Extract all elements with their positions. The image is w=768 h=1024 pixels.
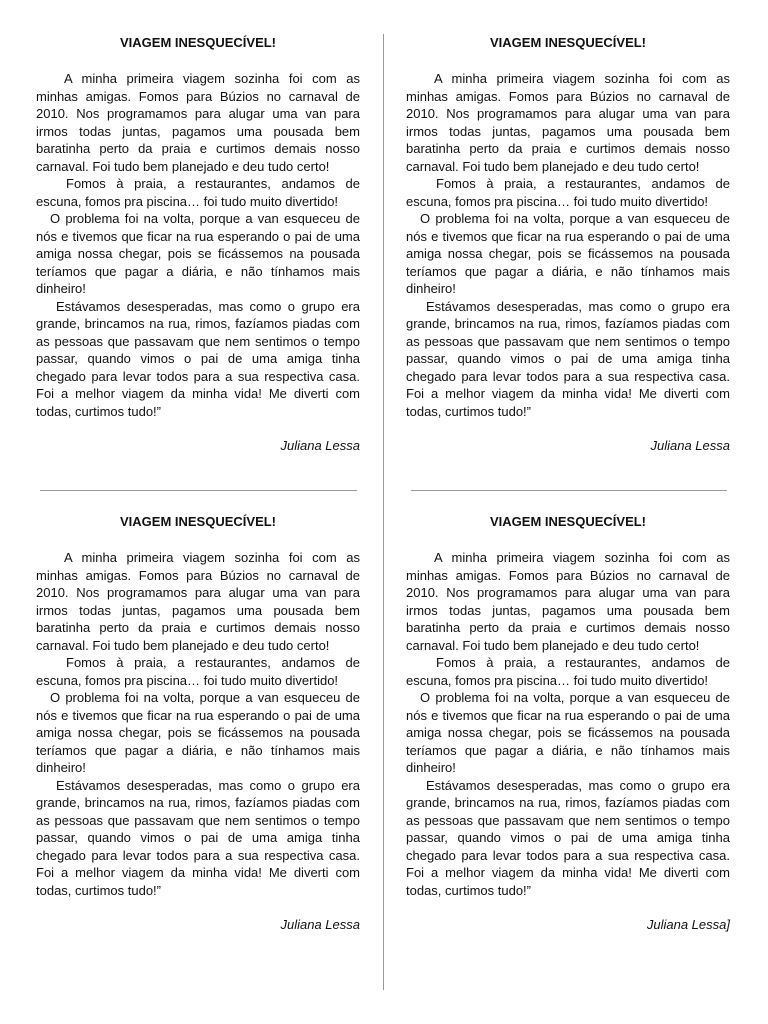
story-paragraph-4: Estávamos desesperadas, mas como o grupo era grande, brincamos na rua, rimos, fazíamos piadas com as pessoas que passavam que nem sentimos o tempo passar, quando vimos o pai de uma amiga tinha chegado para levar todos para a sua respectiva casa. Foi a melhor viagem da minha vida! Me diverti com todas, curtimos tudo!” xyxy=(36,777,360,898)
story-paragraph-1: A minha primeira viagem sozinha foi com as minhas amigas. Fomos para Búzios no carnaval de 2010. Nos programamos para alugar uma van para irmos todas juntas, pagamos uma pousada bem baratinha perto da praia e curtimos demais nosso carnaval. Foi tudo bem planejado e deu tudo certo! xyxy=(406,550,730,653)
story-title: VIAGEM INESQUECÍVEL! xyxy=(119,35,277,50)
story-paragraph-3: O problema foi na volta, porque a van esqueceu de nós e tivemos que ficar na rua esperando o pai de uma amiga nossa chegar, pois se ficássemos na pousada teríamos que pagar a diária, e não tínhamos mais dinheiro! xyxy=(406,690,730,775)
story-paragraph-3: O problema foi na volta, porque a van esqueceu de nós e tivemos que ficar na rua esperando o pai de uma amiga nossa chegar, pois se ficássemos na pousada teríamos que pagar a diária, e não tínhamos mais dinheiro! xyxy=(36,690,360,775)
story-body xyxy=(36,549,360,899)
story-author: Juliana Lessa xyxy=(650,438,730,453)
vertical-cut-line xyxy=(383,34,384,990)
story-card-bottom-right xyxy=(406,513,730,934)
story-title: VIAGEM INESQUECÍVEL! xyxy=(489,35,647,50)
story-paragraph-3: O problema foi na volta, porque a van esqueceu de nós e tivemos que ficar na rua esperando o pai de uma amiga nossa chegar, pois se ficássemos na pousada teríamos que pagar a diária, e não tínhamos mais dinheiro! xyxy=(36,211,360,296)
story-author: Juliana Lessa xyxy=(280,438,360,453)
story-title: VIAGEM INESQUECÍVEL! xyxy=(119,514,277,529)
story-paragraph-4: Estávamos desesperadas, mas como o grupo era grande, brincamos na rua, rimos, fazíamos piadas com as pessoas que passavam que nem sentimos o tempo passar, quando vimos o pai de uma amiga tinha chegado para levar todos para a sua respectiva casa. Foi a melhor viagem da minha vida! Me diverti com todas, curtimos tudo!” xyxy=(36,298,360,419)
story-paragraph-2: Fomos à praia, a restaurantes, andamos de escuna, fomos pra piscina… foi tudo muito divertido! xyxy=(36,655,360,688)
story-paragraph-1: A minha primeira viagem sozinha foi com as minhas amigas. Fomos para Búzios no carnaval de 2010. Nos programamos para alugar uma van para irmos todas juntas, pagamos uma pousada bem baratinha perto da praia e curtimos demais nosso carnaval. Foi tudo bem planejado e deu tudo certo! xyxy=(406,71,730,174)
story-body xyxy=(36,70,360,420)
story-author: Juliana Lessa xyxy=(280,917,360,932)
story-paragraph-3: O problema foi na volta, porque a van esqueceu de nós e tivemos que ficar na rua esperando o pai de uma amiga nossa chegar, pois se ficássemos na pousada teríamos que pagar a diária, e não tínhamos mais dinheiro! xyxy=(406,211,730,296)
story-body xyxy=(406,70,730,420)
story-paragraph-4: Estávamos desesperadas, mas como o grupo era grande, brincamos na rua, rimos, fazíamos piadas com as pessoas que passavam que nem sentimos o tempo passar, quando vimos o pai de uma amiga tinha chegado para levar todos para a sua respectiva casa. Foi a melhor viagem da minha vida! Me diverti com todas, curtimos tudo!” xyxy=(406,298,730,419)
story-paragraph-1: A minha primeira viagem sozinha foi com as minhas amigas. Fomos para Búzios no carnaval de 2010. Nos programamos para alugar uma van para irmos todas juntas, pagamos uma pousada bem baratinha perto da praia e curtimos demais nosso carnaval. Foi tudo bem planejado e deu tudo certo! xyxy=(36,71,360,174)
horizontal-cut-line-left xyxy=(40,490,357,491)
horizontal-cut-line-right xyxy=(411,490,727,491)
story-author: Juliana Lessa] xyxy=(646,917,730,932)
story-card-top-right xyxy=(406,34,730,455)
story-title: VIAGEM INESQUECÍVEL! xyxy=(489,514,647,529)
story-paragraph-2: Fomos à praia, a restaurantes, andamos de escuna, fomos pra piscina… foi tudo muito divertido! xyxy=(36,176,360,209)
story-paragraph-2: Fomos à praia, a restaurantes, andamos de escuna, fomos pra piscina… foi tudo muito divertido! xyxy=(406,176,730,209)
story-paragraph-4: Estávamos desesperadas, mas como o grupo era grande, brincamos na rua, rimos, fazíamos piadas com as pessoas que passavam que nem sentimos o tempo passar, quando vimos o pai de uma amiga tinha chegado para levar todos para a sua respectiva casa. Foi a melhor viagem da minha vida! Me diverti com todas, curtimos tudo!” xyxy=(406,777,730,898)
story-paragraph-1: A minha primeira viagem sozinha foi com as minhas amigas. Fomos para Búzios no carnaval de 2010. Nos programamos para alugar uma van para irmos todas juntas, pagamos uma pousada bem baratinha perto da praia e curtimos demais nosso carnaval. Foi tudo bem planejado e deu tudo certo! xyxy=(36,550,360,653)
story-body xyxy=(406,549,730,899)
story-card-top-left xyxy=(36,34,360,455)
story-card-bottom-left xyxy=(36,513,360,934)
story-paragraph-2: Fomos à praia, a restaurantes, andamos de escuna, fomos pra piscina… foi tudo muito divertido! xyxy=(406,655,730,688)
